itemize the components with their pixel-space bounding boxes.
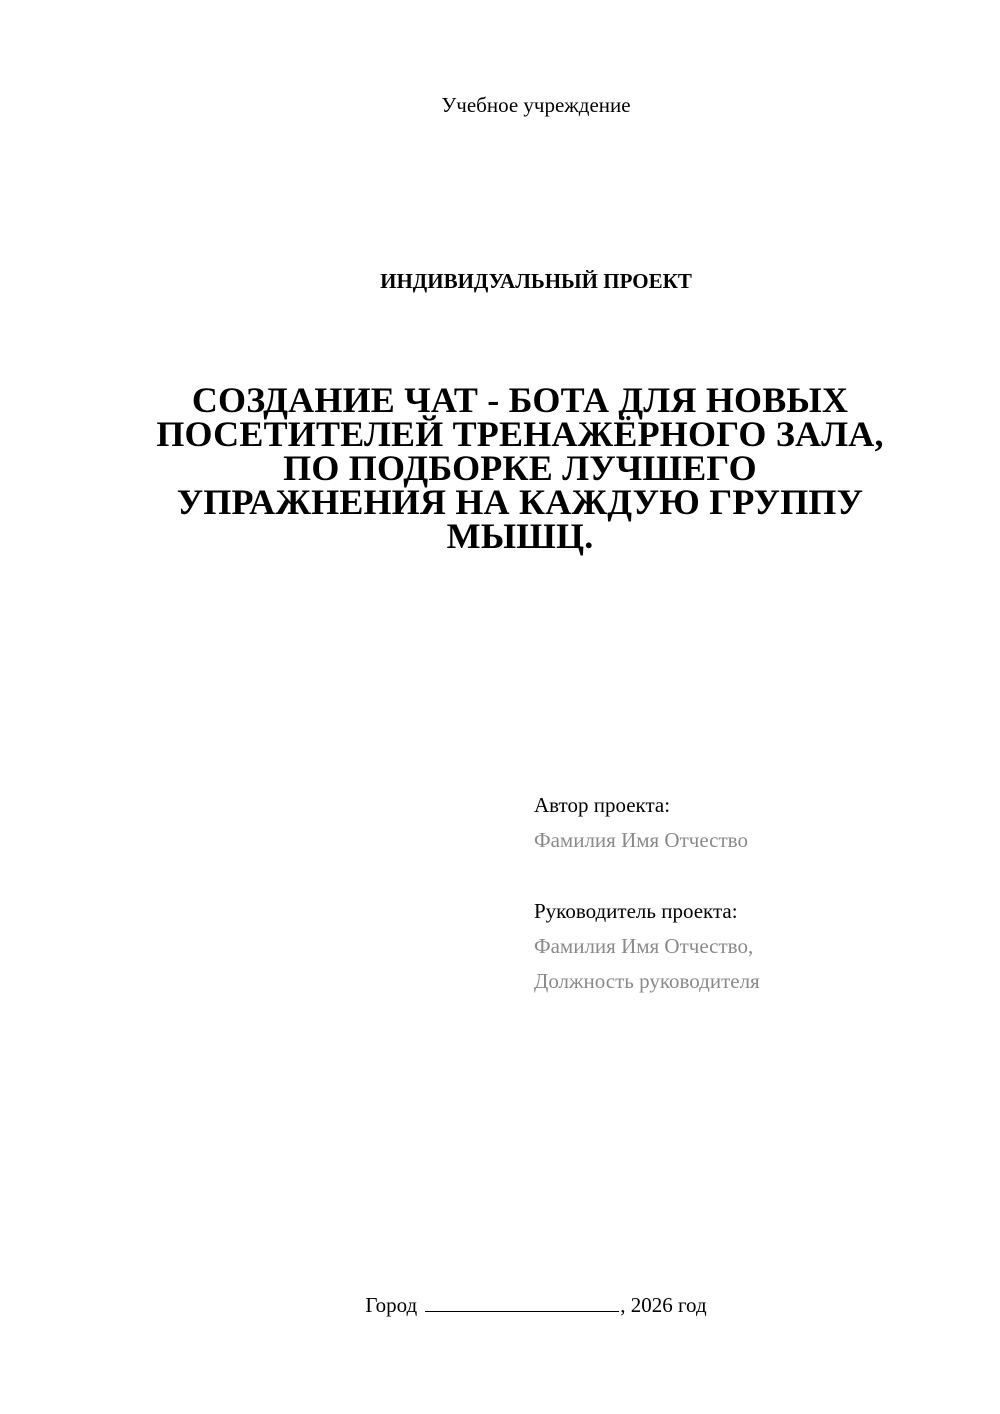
city-label: Город <box>365 1293 418 1317</box>
project-type-heading: ИНДИВИДУАЛЬНЫЙ ПРОЕКТ <box>380 269 692 293</box>
institution-name: Учебное учреждение <box>441 93 631 117</box>
project-title-line: ПОСЕТИТЕЛЕЙ ТРЕНАЖЁРНОГО ЗАЛА, <box>156 414 884 454</box>
city-blank-line <box>425 1293 619 1312</box>
project-title-line: ПО ПОДБОРКЕ ЛУЧШЕГО <box>283 448 757 488</box>
project-title-line: УПРАЖНЕНИЯ НА КАЖДУЮ ГРУППУ <box>176 482 864 522</box>
author-name: Фамилия Имя Отчество <box>534 828 748 852</box>
credits-block <box>534 788 954 999</box>
supervisor-name: Фамилия Имя Отчество, <box>534 934 754 958</box>
supervisor-position: Должность руководителя <box>534 969 760 993</box>
city-year-line <box>0 1292 1000 1318</box>
year-text: , 2026 год <box>620 1293 707 1317</box>
credits-spacer <box>534 858 954 894</box>
supervisor-label: Руководитель проекта: <box>534 899 738 923</box>
project-title-line: МЫШЦ. <box>446 516 594 556</box>
project-title-line: СОЗДАНИЕ ЧАТ - БОТА ДЛЯ НОВЫХ <box>191 380 849 420</box>
author-label: Автор проекта: <box>534 793 671 817</box>
project-title <box>130 380 910 556</box>
